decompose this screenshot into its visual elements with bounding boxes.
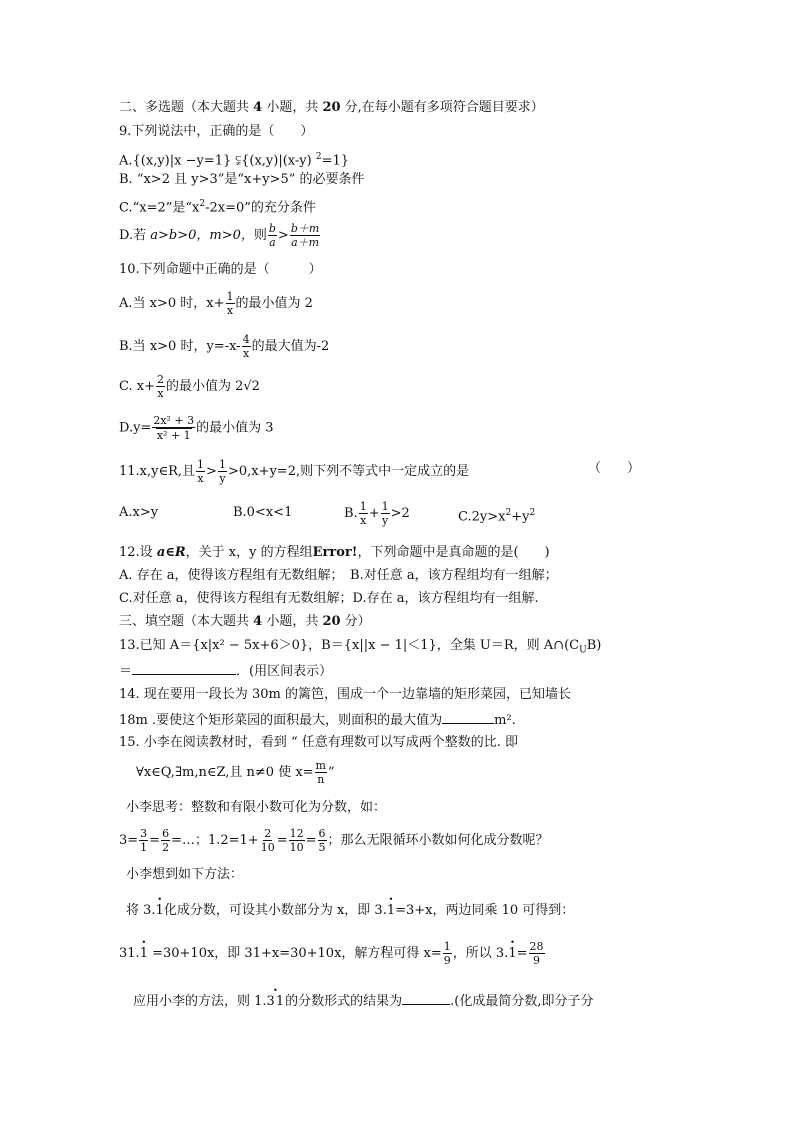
fraction (242, 333, 251, 360)
q15-line-3: 小李思考：整数和有限小数可化为分数，如： (126, 800, 387, 815)
section-2-heading (119, 100, 544, 116)
operator: > (206, 464, 217, 479)
heading-score: 20 (322, 614, 341, 629)
q15-line-6 (126, 903, 574, 919)
option-text: A.当 x>0 时，x+ (119, 296, 225, 311)
superscript: 2 (199, 199, 206, 209)
numerator: 1 (359, 500, 367, 513)
fraction (139, 827, 148, 854)
option-text: B.当 x>0 时，y=-x- (119, 339, 241, 354)
fraction (381, 500, 390, 527)
fraction (529, 940, 545, 967)
fraction (359, 500, 368, 527)
q11-option-c (344, 500, 410, 527)
q10-option-c (119, 373, 260, 400)
numerator: m (315, 759, 326, 772)
denominator: n (317, 773, 325, 786)
fraction (161, 827, 170, 854)
q15-line-4 (119, 827, 549, 854)
q13-line-1 (119, 638, 601, 659)
denominator: x (226, 304, 234, 317)
q12-stem (119, 545, 550, 561)
question-text: =…；1.2=1+ (171, 833, 259, 848)
heading-score: 20 (322, 100, 341, 115)
denominator: a (269, 236, 276, 249)
option-text: =1} (321, 153, 350, 169)
denominator: 9 (443, 954, 451, 967)
answer-blank[interactable] (442, 711, 494, 724)
denominator: 10 (260, 841, 275, 854)
operator: + (368, 506, 380, 521)
q14-line-1: 14. 现在要用一段长为 30m 的篱笆，围成一个一边靠墙的矩形菜园，已知墙长 (119, 687, 571, 702)
q11-option-b: B.0<x<1 (233, 505, 293, 520)
repeating-digits: • 31 (267, 994, 286, 1009)
option-text: 的最小值为 2√2 (165, 379, 260, 394)
denominator: 10 (289, 841, 304, 854)
heading-text: 小题，共 (262, 614, 323, 629)
q14-line-2 (119, 711, 516, 729)
stem-text: ，关于 x，y 的方程组 (185, 545, 313, 560)
repeating-digit: • 1 (156, 903, 164, 918)
question-text: =3+x，两边同乘 10 可得到： (395, 903, 575, 918)
fraction (226, 290, 235, 317)
question-text: 18m .要使这个矩形菜园的面积最大，则面积的最大值为 (119, 713, 443, 728)
denominator: 2 (162, 841, 170, 854)
option-text: 则 (253, 228, 267, 243)
fraction (196, 458, 205, 485)
fraction (218, 458, 227, 485)
q9-option-b: B. “x>2 且 y>3”是“x+y>5” 的必要条件 (119, 172, 365, 187)
question-text: ∀x∈Q,∃m,n∈Z,且 n≠0 使 x= (136, 765, 314, 780)
numerator: 1 (197, 458, 205, 471)
numerator: 6 (318, 827, 326, 840)
repeating-digit: • 1 (387, 903, 395, 918)
option-text: +y (511, 509, 530, 525)
question-text: m². (494, 713, 516, 728)
denominator: a＋m (291, 236, 320, 249)
heading-text: 二、多选题（本大题共 (119, 100, 254, 115)
operator: = (276, 833, 288, 848)
q10-option-b (119, 333, 329, 360)
stem-text: 11.x,y∈R,且 (119, 464, 196, 479)
denominator: 9 (533, 954, 540, 967)
q15-line-1: 15. 小李在阅读教材时，看到 “ 任意有理数可以写成两个整数的比. 即 (119, 735, 518, 750)
fraction (156, 373, 165, 400)
question-text: = (516, 946, 528, 961)
question-text: 31. (119, 946, 140, 961)
heading-text: 分） (340, 614, 371, 629)
numerator: 2 (264, 827, 272, 840)
stem-variable: a∈R (156, 545, 186, 560)
heading-text: 分,在每小题有多项符合题目要求） (340, 100, 544, 115)
question-text: .(化成最简分数,即分子分 (450, 994, 594, 1009)
option-text: 的最大值为-2 (251, 339, 330, 354)
option-text: >2 (390, 506, 410, 521)
option-text: C.“x=2”是“x (119, 200, 200, 216)
fraction (260, 827, 276, 854)
stem-text: ，下列命题中是真命题的是( ) (357, 545, 550, 560)
numerator: 1 (443, 940, 451, 953)
q9-option-d (119, 222, 321, 249)
heading-text: 小题，共 (262, 100, 323, 115)
question-text: ；那么无限循环小数如何化成分数呢？ (327, 833, 549, 848)
numerator: 3 (140, 827, 148, 840)
denominator: x (360, 514, 367, 527)
repeating-digit: • 1 (140, 946, 148, 961)
question-text: ．(用区间表示） (236, 664, 333, 679)
option-text: D.y= (119, 420, 152, 436)
numerator: 1 (226, 290, 234, 303)
q15-line-5: 小李想到如下方法： (126, 867, 244, 882)
error-text: Error! (312, 545, 358, 560)
denominator: y (219, 472, 226, 485)
q15-line-7 (119, 940, 546, 967)
q11-answer-paren: （ ） (588, 461, 641, 476)
operator: = (149, 833, 161, 848)
q10-stem: 10.下列命题中正确的是（ ） (119, 262, 322, 277)
question-text: =30+10x，即 31+x=30+10x，解方程可得 x= (147, 946, 442, 961)
heading-text: 三、填空题（本大题共 (119, 614, 254, 629)
denominator: x² + 1 (156, 429, 191, 442)
superscript: 2 (315, 152, 322, 162)
option-text: A.{(x,y)|x −y=1} ⫋{(x,y)|(x-y) (119, 153, 316, 169)
question-text: 将 3. (126, 903, 156, 918)
question-text: 的分数形式的结果为 (285, 994, 403, 1009)
fraction (152, 414, 195, 442)
heading-count: 4 (253, 614, 263, 629)
heading-count: 4 (253, 100, 263, 115)
option-text: D.若 (119, 228, 151, 243)
fraction (289, 827, 305, 854)
section-3-heading (119, 614, 371, 630)
q12-options-line-1: A. 存在 a，使得该方程组有无数组解； B.对任意 a，该方程组均有一组解； (119, 568, 558, 583)
denominator: 5 (318, 841, 326, 854)
stem-text: >0,x+y=2,则下列不等式中一定成立的是 (227, 464, 470, 479)
question-text: 13.已知 A＝{x|x² − 5x+6＞0}，B＝{x||x − 1|＜1}，全集 U＝R，则 A∩(C (119, 638, 580, 653)
numerator: 2 (156, 373, 164, 386)
option-text: 的最小值为 3 (196, 420, 274, 436)
fraction (318, 827, 327, 854)
numerator: b＋m (290, 222, 320, 235)
answer-blank[interactable] (402, 992, 450, 1005)
q10-option-d (119, 414, 274, 442)
numerator: 6 (162, 827, 170, 840)
option-text: 的最小值为 2 (235, 296, 313, 311)
q11-option-d (458, 505, 535, 525)
denominator: y (381, 514, 389, 527)
operator: = (305, 833, 317, 848)
option-text: B. (344, 506, 358, 521)
question-text: 应用小李的方法，则 1. (133, 994, 267, 1009)
fraction (315, 759, 327, 786)
option-condition: a>b>0，m>0， (150, 228, 254, 243)
option-text: -2x=0”的充分条件 (205, 200, 316, 216)
q9-option-c (119, 196, 316, 216)
numerator: 28 (529, 940, 544, 953)
question-text: 3= (119, 833, 139, 848)
denominator: x (242, 347, 250, 360)
question-text: ＝ (119, 664, 133, 679)
fraction (290, 222, 320, 249)
q10-option-a (119, 290, 313, 317)
question-text: 化成分数，可设其小数部分为 x，即 3. (163, 903, 387, 918)
superscript: 2 (529, 508, 536, 518)
repeating-digit: • 1 (508, 946, 516, 961)
option-text: C. x+ (119, 379, 155, 394)
question-text: B) (586, 638, 602, 653)
stem-text: 12.设 (119, 545, 157, 560)
subscript: U (579, 645, 587, 656)
question-text: ，所以 3. (452, 946, 509, 961)
q15-line-2 (136, 759, 335, 786)
q9-option-a (119, 149, 349, 169)
q9-stem: 9.下列说法中，正确的是（ ） (119, 124, 314, 139)
numerator: 12 (289, 827, 304, 840)
fraction (268, 222, 277, 249)
q15-line-8 (133, 992, 593, 1010)
numerator: b (268, 222, 276, 235)
numerator: 1 (381, 500, 389, 513)
question-text: ” (327, 765, 335, 780)
numerator: 2x² + 3 (153, 414, 195, 427)
operator: > (277, 228, 289, 243)
option-text: C.2y>x (458, 509, 506, 525)
denominator: x (197, 472, 204, 485)
q13-line-2 (119, 662, 332, 680)
numerator: 4 (242, 333, 250, 346)
answer-blank[interactable] (132, 662, 236, 675)
q11-option-a: A.x>y (119, 505, 159, 520)
denominator: x (157, 387, 164, 400)
denominator: 1 (140, 841, 148, 854)
fraction (443, 940, 452, 967)
q11-stem (119, 458, 469, 485)
q12-options-line-2: C.对任意 a，使得该方程组有无数组解；D.存在 a，该方程组均有一组解. (119, 591, 539, 606)
numerator: 1 (218, 458, 226, 471)
superscript: 2 (505, 508, 512, 518)
